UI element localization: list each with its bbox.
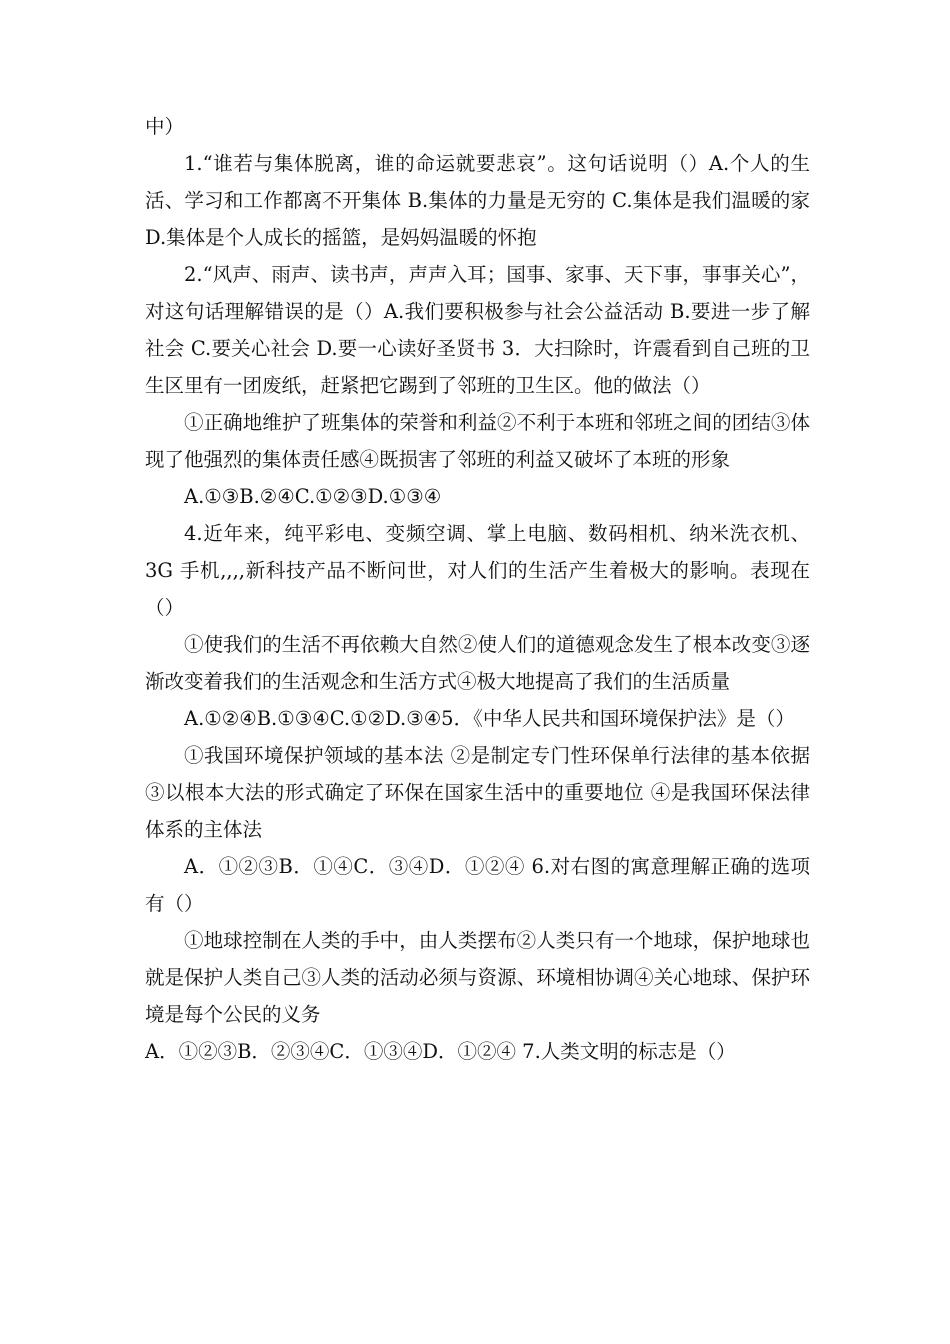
question-3-statements: ①正确地维护了班集体的荣誉和利益②不利于本班和邻班之间的团结③体现了他强烈的集体责任感④既损害了邻班的利益又破坏了本班的形象 — [145, 411, 810, 471]
question-6-options-and-question-7: A．①②③B．②③④C．①③④D．①②④ 7.人类文明的标志是（） — [145, 1040, 736, 1063]
question-5-options-and-question-6: A．①②③B．①④C．③④D．①②④ 6.对右图的寓意理解正确的选项有（） — [145, 855, 810, 915]
document-page — [145, 108, 810, 1070]
question-6-statements: ①地球控制在人类的手中，由人类摆布②人类只有一个地球，保护地球也就是保护人类自己③人类的活动必须与资源、环境相协调④关心地球、保护环境是每个公民的义务 — [145, 929, 810, 1026]
question-4-statements: ①使我们的生活不再依赖大自然②使人们的道德观念发生了根本改变③逐渐改变着我们的生活观念和生活方式④极大地提高了我们的生活质量 — [145, 633, 810, 693]
question-3-options: A.①③B.②④C.①②③D.①③④ — [184, 485, 442, 508]
question-1: 1.“谁若与集体脱离，谁的命运就要悲哀”。这句话说明（）A.个人的生活、学习和工作都离不开集体 B.集体的力量是无穷的 C.集体是我们温暖的家 D.集体是个人成长的摇篮，是妈妈温暖的怀抱 — [145, 152, 810, 249]
question-4-options-and-question-5: A.①②④B.①③④C.①②D.③④5．《中华人民共和国环境保护法》是（） — [184, 707, 795, 730]
question-5-statements: ①我国环境保护领域的基本法 ②是制定专门性环保单行法律的基本依据 ③以根本大法的形式确定了环保在国家生活中的重要地位 ④是我国环保法律体系的主体法 — [145, 744, 810, 841]
question-2-and-3: 2.“风声、雨声、读书声，声声入耳；国事、家事、天下事，事事关心”，对这句话理解错误的是（）A.我们要积极参与社会公益活动 B.要进一步了解社会 C.要关心社会 D.要一心读好圣贤书 3．大扫除时，许震看到自己班的卫生区里有一团废纸，赶紧把它踢到了邻班的卫生区。他的做法（） — [145, 263, 810, 397]
question-4: 4.近年来，纯平彩电、变频空调、掌上电脑、数码相机、纳米洗衣机、3G 手机,,,,新科技产品不断问世，对人们的生活产生着极大的影响。表现在（） — [145, 522, 810, 619]
text-line-continuation: 中） — [145, 115, 185, 138]
